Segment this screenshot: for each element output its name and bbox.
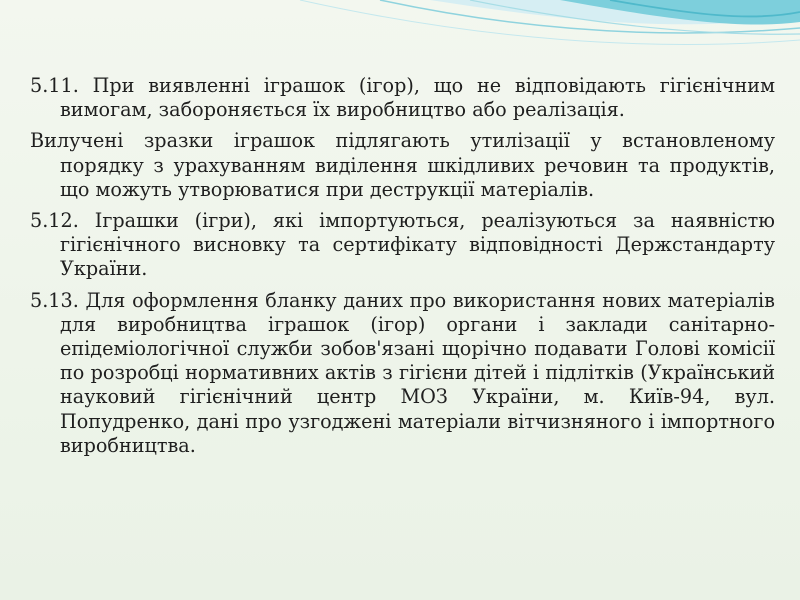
paragraph-5-13: 5.13. Для оформлення бланку даних про використання нових матеріалів для виробництва іграшок (ігор) органи і заклади санітарно-епідеміологічної служби зобов'язані щорічно подавати Голові комісії по розробці нормативних актів з гігієни дітей і підлітків (Український науковий гігієнічний центр МОЗ України, м. Київ-94, вул. Попудренко, дані про узгоджені матеріали вітчизняного і імпортного виробництва. — [30, 288, 775, 457]
paragraph-5-12: 5.12. Іграшки (ігри), які імпортуються, реалізуються за наявністю гігієнічного висновку та сертифікату відповідності Держстандарту України. — [30, 209, 775, 281]
paragraph-5-11: 5.11. При виявленні іграшок (ігор), що не відповідають гігієнічним вимогам, забороняється їх виробництво або реалізація. — [30, 74, 775, 122]
slide-text-body — [30, 74, 775, 465]
paragraph-withdrawn-samples: Вилучені зразки іграшок підлягають утилізації у встановленому порядку з урахуванням виділення шкідливих речовин та продуктів, що можуть утворюватися при деструкції матеріалів. — [30, 129, 775, 201]
